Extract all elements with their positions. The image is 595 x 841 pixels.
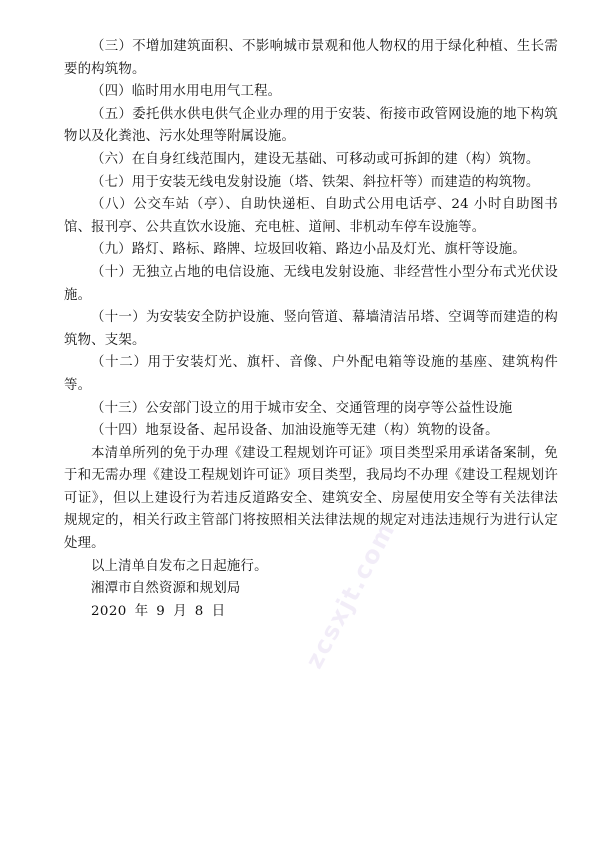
statement-paragraph: 本清单所列的免于办理《建设工程规划许可证》项目类型采用承诺备案制，免于和无需办理《建设工程规划许可证》项目类型，我局均不办理《建设工程规划许可证》，但以上建设行为若违反道路安全、建筑安全、房屋使用安全等有关法律法规规定的，相关行政主管部门将按照相关法律法规的规定对违法违规行为进行认定处理。 [64, 445, 558, 552]
list-item-12: （十二）用于安装灯光、旗杆、音像、户外配电箱等设施的基座、建筑构件等。 [64, 355, 558, 393]
date-day-unit: 日 [211, 603, 226, 619]
list-item-9: （九）路灯、路标、路牌、垃圾回收箱、路边小品及灯光、旗杆等设施。 [91, 242, 526, 258]
date-month-unit: 月 [173, 603, 187, 619]
site-watermark: zcsxjt.com [300, 516, 402, 674]
list-item-5: （五）委托供水供电供气企业办理的用于安装、衔接市政管网设施的地下构筑物以及化粪池、污水处理等附属设施。 [64, 106, 558, 145]
list-item-8: （八）公交车站（亭）、自助快递柜、自助式公用电话亭、24 小时自助图书馆、报刊亭、公共直饮水设施、充电桩、道闸、非机动车停车设施等。 [64, 197, 558, 235]
date-year-unit: 年 [134, 603, 149, 619]
document-body [64, 36, 558, 623]
issuer-name: 湘潭市自然资源和规划局 [91, 581, 241, 597]
list-item-6: （六）在自身红线范围内，建设无基础、可移动或可拆卸的建（构）筑物。 [91, 151, 540, 167]
list-item-4: （四）临时用水用电用气工程。 [91, 84, 282, 100]
list-item-3: （三）不增加建筑面积、不影响城市景观和他人物权的用于绿化种植、生长需要的构筑物。 [64, 39, 558, 77]
effective-line: 以上清单自发布之日起施行。 [91, 558, 268, 574]
date-day: 8 [194, 603, 204, 619]
list-item-7: （七）用于安装无线电发射设施（塔、铁架、斜拉杆等）而建造的构筑物。 [91, 174, 540, 190]
issue-date [64, 601, 558, 624]
list-item-11: （十一）为安装安全防护设施、竖向管道、幕墙清洁吊塔、空调等而建造的构筑物、支架。 [64, 310, 558, 348]
list-item-14: （十四）地泵设备、起吊设备、加油设施等无建（构）筑物的设备。 [91, 423, 499, 439]
date-month: 9 [156, 603, 166, 619]
date-year: 2020 [91, 603, 127, 619]
list-item-10: （十）无独立占地的电信设施、无线电发射设施、非经营性小型分布式光伏设施。 [64, 264, 558, 303]
list-item-13: （十三）公安部门设立的用于城市安全、交通管理的岗亭等公益性设施 [91, 400, 513, 416]
